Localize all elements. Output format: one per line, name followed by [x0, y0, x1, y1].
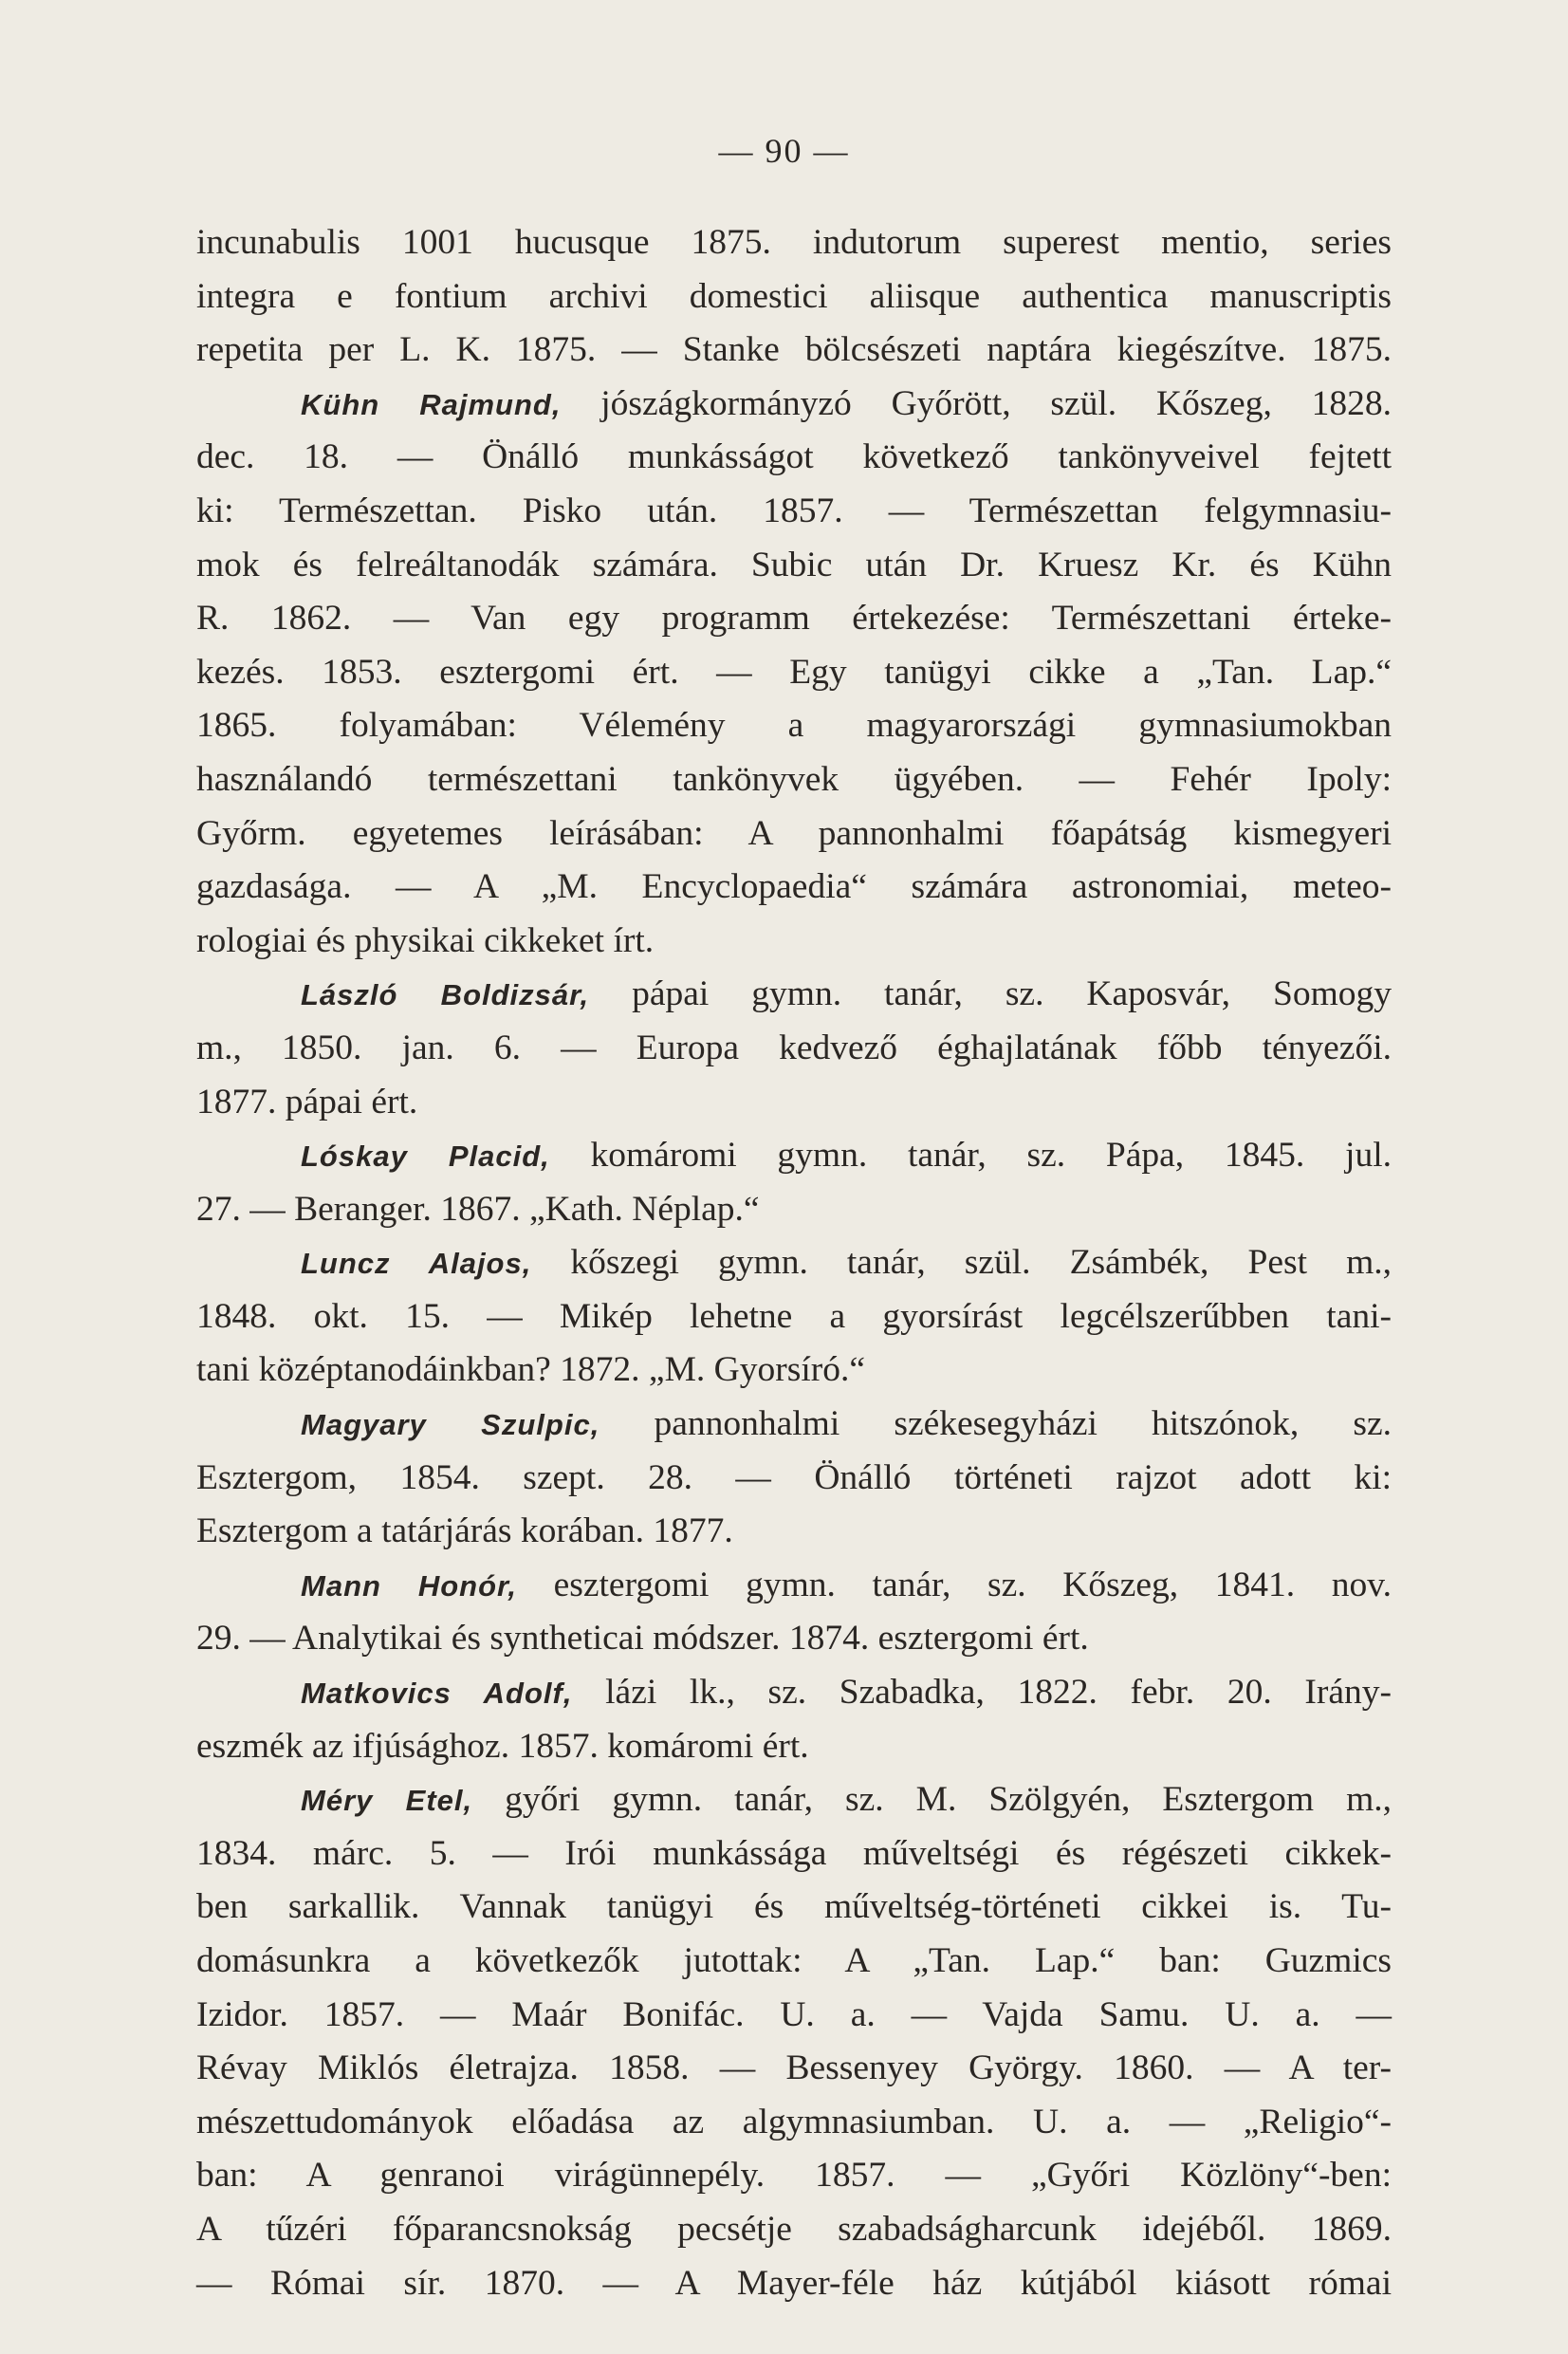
text-line — [196, 861, 1392, 915]
entry-name: László Boldizsár, — [301, 978, 590, 1012]
text-segment: használandó természettani tankönyvek ügyében. — Fehér Ipoly: — [196, 759, 1392, 799]
text-line — [196, 378, 1392, 432]
text-line — [196, 270, 1392, 324]
text-segment: kezés. 1853. esztergomi ért. — Egy tanügyi cikke a „Tan. Lap.“ — [196, 652, 1392, 692]
text-line — [196, 1989, 1392, 2043]
entry-name: Magyary Szulpic, — [301, 1408, 600, 1442]
text-segment: mészettudományok előadása az algymnasiumban. U. a. — „Religio“- — [196, 2102, 1392, 2141]
text-segment: eszmék az ifjúsághoz. 1857. komáromi ért. — [196, 1726, 809, 1766]
text-line — [196, 592, 1392, 646]
text-segment: pápai gymn. tanár, sz. Kaposvár, Somogy — [589, 974, 1392, 1014]
text-segment: 1865. folyamában: Vélemény a magyarországi gymnasiumokban — [196, 706, 1392, 746]
text-line — [196, 646, 1392, 700]
text-segment: 27. — Beranger. 1867. „Kath. Néplap.“ — [196, 1189, 760, 1229]
text-line — [196, 1076, 1392, 1130]
text-line — [196, 1398, 1392, 1452]
text-line — [196, 915, 1392, 969]
text-segment: Révay Miklós életrajza. 1858. — Bessenyey György. 1860. — A ter- — [196, 2048, 1392, 2088]
text-line — [196, 968, 1392, 1022]
text-segment: mok és felreáltanodák számára. Subic után Dr. Kruesz Kr. és Kühn — [196, 545, 1392, 584]
text-segment: Esztergom, 1854. szept. 28. — Önálló történeti rajzot adott ki: — [196, 1457, 1392, 1497]
text-line — [196, 1183, 1392, 1237]
text-segment: m., 1850. jan. 6. — Europa kedvező éghajlatának főbb tényezői. — [196, 1028, 1392, 1067]
page-number: — 90 — — [718, 132, 850, 170]
text-line — [196, 539, 1392, 593]
text-line — [196, 753, 1392, 807]
entry-name: Luncz Alajos, — [301, 1247, 532, 1281]
text-line — [196, 1452, 1392, 1506]
text-line — [196, 1827, 1392, 1881]
text-segment: dec. 18. — Önálló munkásságot következő tankönyveivel fejtett — [196, 437, 1392, 477]
text-segment: pannonhalmi székesegyházi hitszónok, sz. — [600, 1404, 1392, 1444]
text-segment: kőszegi gymn. tanár, szül. Zsámbék, Pest m., — [531, 1243, 1392, 1283]
text-line — [196, 1022, 1392, 1076]
text-line — [196, 324, 1392, 378]
text-segment: tani középtanodáinkban? 1872. „M. Gyorsíró.“ — [196, 1350, 866, 1390]
text-segment: lázi lk., sz. Szabadka, 1822. febr. 20. Irány- — [572, 1673, 1393, 1713]
text-line — [196, 1505, 1392, 1559]
entry-name: Matkovics Adolf, — [301, 1677, 573, 1711]
body-text — [196, 216, 1392, 2310]
text-segment: jószágkormányzó Győrött, szül. Kőszeg, 1828. — [561, 383, 1392, 423]
entry-name: Lóskay Placid, — [301, 1140, 550, 1174]
text-segment: gazdasága. — A „M. Encyclopaedia“ számára astronomiai, meteo- — [196, 867, 1392, 907]
entry-name: Mann Honór, — [301, 1568, 517, 1603]
text-line — [196, 2257, 1392, 2311]
text-segment: 29. — Analytikai és syntheticai módszer. 1874. esztergomi ért. — [196, 1619, 1089, 1659]
text-line — [196, 431, 1392, 485]
text-line — [196, 1344, 1392, 1398]
text-segment: A tűzéri főparancsnokság pecsétje szabadságharcunk idejéből. 1869. — [196, 2209, 1392, 2249]
text-segment: — Római sír. 1870. — A Mayer-féle ház kútjából kiásott római — [196, 2263, 1392, 2303]
text-segment: ben sarkallik. Vannak tanügyi és műveltség-történeti cikkei is. Tu- — [196, 1887, 1392, 1927]
text-line — [196, 1666, 1392, 1720]
text-segment: komáromi gymn. tanár, sz. Pápa, 1845. jul. — [549, 1136, 1392, 1176]
text-segment: repetita per L. K. 1875. — Stanke bölcsészeti naptára kiegészítve. 1875. — [196, 330, 1392, 370]
text-line — [196, 2096, 1392, 2150]
text-line — [196, 2042, 1392, 2096]
text-segment: 1834. márc. 5. — Irói munkássága műveltségi és régészeti cikkek- — [196, 1833, 1392, 1873]
entry-name: Kühn Rajmund, — [301, 387, 562, 421]
text-segment: Győrm. egyetemes leírásában: A pannonhalmi főapátság kismegyeri — [196, 813, 1392, 853]
text-line — [196, 1236, 1392, 1290]
text-line — [196, 2149, 1392, 2203]
text-segment: győri gymn. tanár, sz. M. Szölgyén, Esztergom m., — [472, 1780, 1392, 1820]
text-segment: Esztergom a tatárjárás korában. 1877. — [196, 1511, 733, 1551]
text-segment: domásunkra a következők jutottak: A „Tan. Lap.“ ban: Guzmics — [196, 1941, 1392, 1980]
text-segment: incunabulis 1001 hucusque 1875. indutorum superest mentio, series — [196, 223, 1392, 262]
text-line — [196, 1559, 1392, 1613]
text-line — [196, 807, 1392, 862]
text-line — [196, 699, 1392, 753]
text-line — [196, 1129, 1392, 1183]
text-segment: ban: A genranoi virágünnepély. 1857. — „Győri Közlöny“-ben: — [196, 2156, 1392, 2196]
text-line — [196, 216, 1392, 270]
text-segment: rologiai és physikai cikkeket írt. — [196, 920, 655, 960]
text-line — [196, 1612, 1392, 1666]
text-line — [196, 1881, 1392, 1935]
text-line — [196, 1935, 1392, 1989]
text-segment: ki: Természettan. Pisko után. 1857. — Természettan felgymnasiu- — [196, 491, 1392, 530]
text-segment: Izidor. 1857. — Maár Bonifác. U. a. — Vajda Samu. U. a. — — [196, 1994, 1392, 2034]
entry-name: Méry Etel, — [301, 1784, 473, 1818]
text-line — [196, 485, 1392, 539]
text-segment: esztergomi gymn. tanár, sz. Kőszeg, 1841. nov. — [516, 1565, 1392, 1604]
text-line — [196, 1720, 1392, 1774]
text-line — [196, 1773, 1392, 1827]
text-line — [196, 2203, 1392, 2257]
text-segment: 1877. pápai ért. — [196, 1082, 418, 1121]
text-line — [196, 1290, 1392, 1344]
text-segment: integra e fontium archivi domestici aliisque authentica manuscriptis — [196, 276, 1392, 316]
text-segment: 1848. okt. 15. — Mikép lehetne a gyorsírást legcélszerűbben tani- — [196, 1296, 1392, 1336]
text-segment: R. 1862. — Van egy programm értekezése: Természettani érteke- — [196, 599, 1392, 639]
